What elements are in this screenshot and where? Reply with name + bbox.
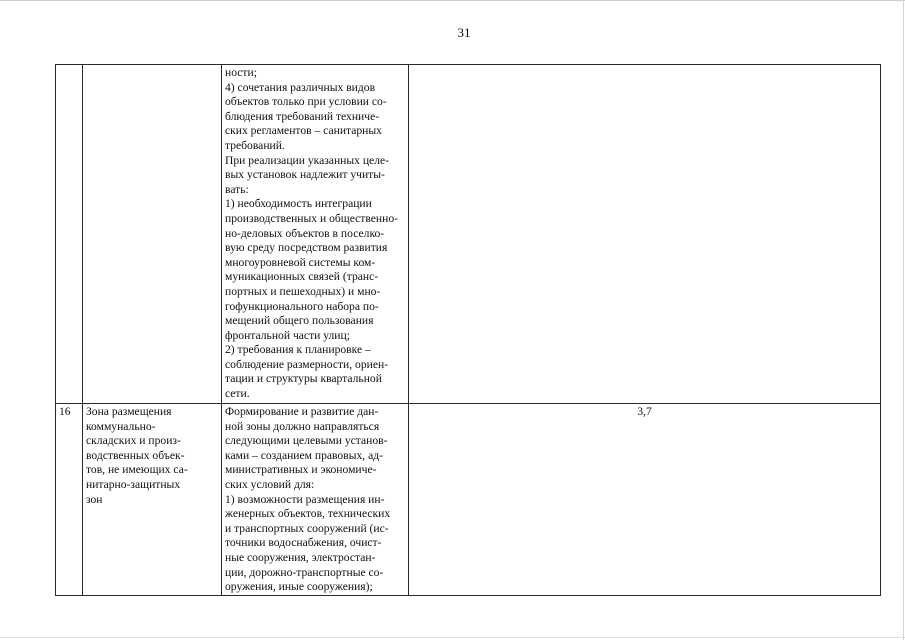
zone-name-cell: Зона размещения коммунально- складских и произ- водственных объек- тов, не имеющих са- нитарно-защитных зон: [83, 404, 222, 596]
table-row-16: [56, 404, 881, 596]
row-number-cell: [56, 65, 83, 404]
zone-description-cell: ности; 4) сочетания различных видов объектов только при условии со- блюдения требований техниче- ских регламентов – санитарных требований. При реализации указанных целе- вых установок надлежит учиты- вать: 1) необходимость интеграции производственных и общественно- но-деловых объектов в поселко- вую среду посредством развития многоуровневой системы ком- муникационных связей (транс- портных и пешеходных) и мно- гофункционального набора по- мещений общего пользования фронтальной части улиц; 2) требования к планировке – соблюдение размерности, ориен- тации и структуры квартальной сети.: [222, 65, 409, 404]
zoning-table: [55, 64, 881, 596]
zone-value-cell: 3,7: [409, 404, 881, 596]
scan-edge-top: [0, 0, 905, 1]
zone-description-cell: Формирование и развитие дан- ной зоны должно направляться следующими целевыми установ- ками – созданием правовых, ад- министративных и экономиче- ских условий для: 1) возможности размещения ин- женерных объектов, технических и транспортных сооружений (ис- точники водоснабжения, очист- ные сооружения, электростан- ции, дорожно-транспортные со- оружения, иные сооружения);: [222, 404, 409, 596]
zone-name-cell: [83, 65, 222, 404]
scan-edge-bottom: [0, 637, 905, 638]
zone-value-cell: [409, 65, 881, 404]
table-row-continuation: [56, 65, 881, 404]
scan-edge-right: [903, 0, 904, 640]
page-number: 31: [457, 25, 471, 40]
row-number-cell: 16: [56, 404, 83, 596]
